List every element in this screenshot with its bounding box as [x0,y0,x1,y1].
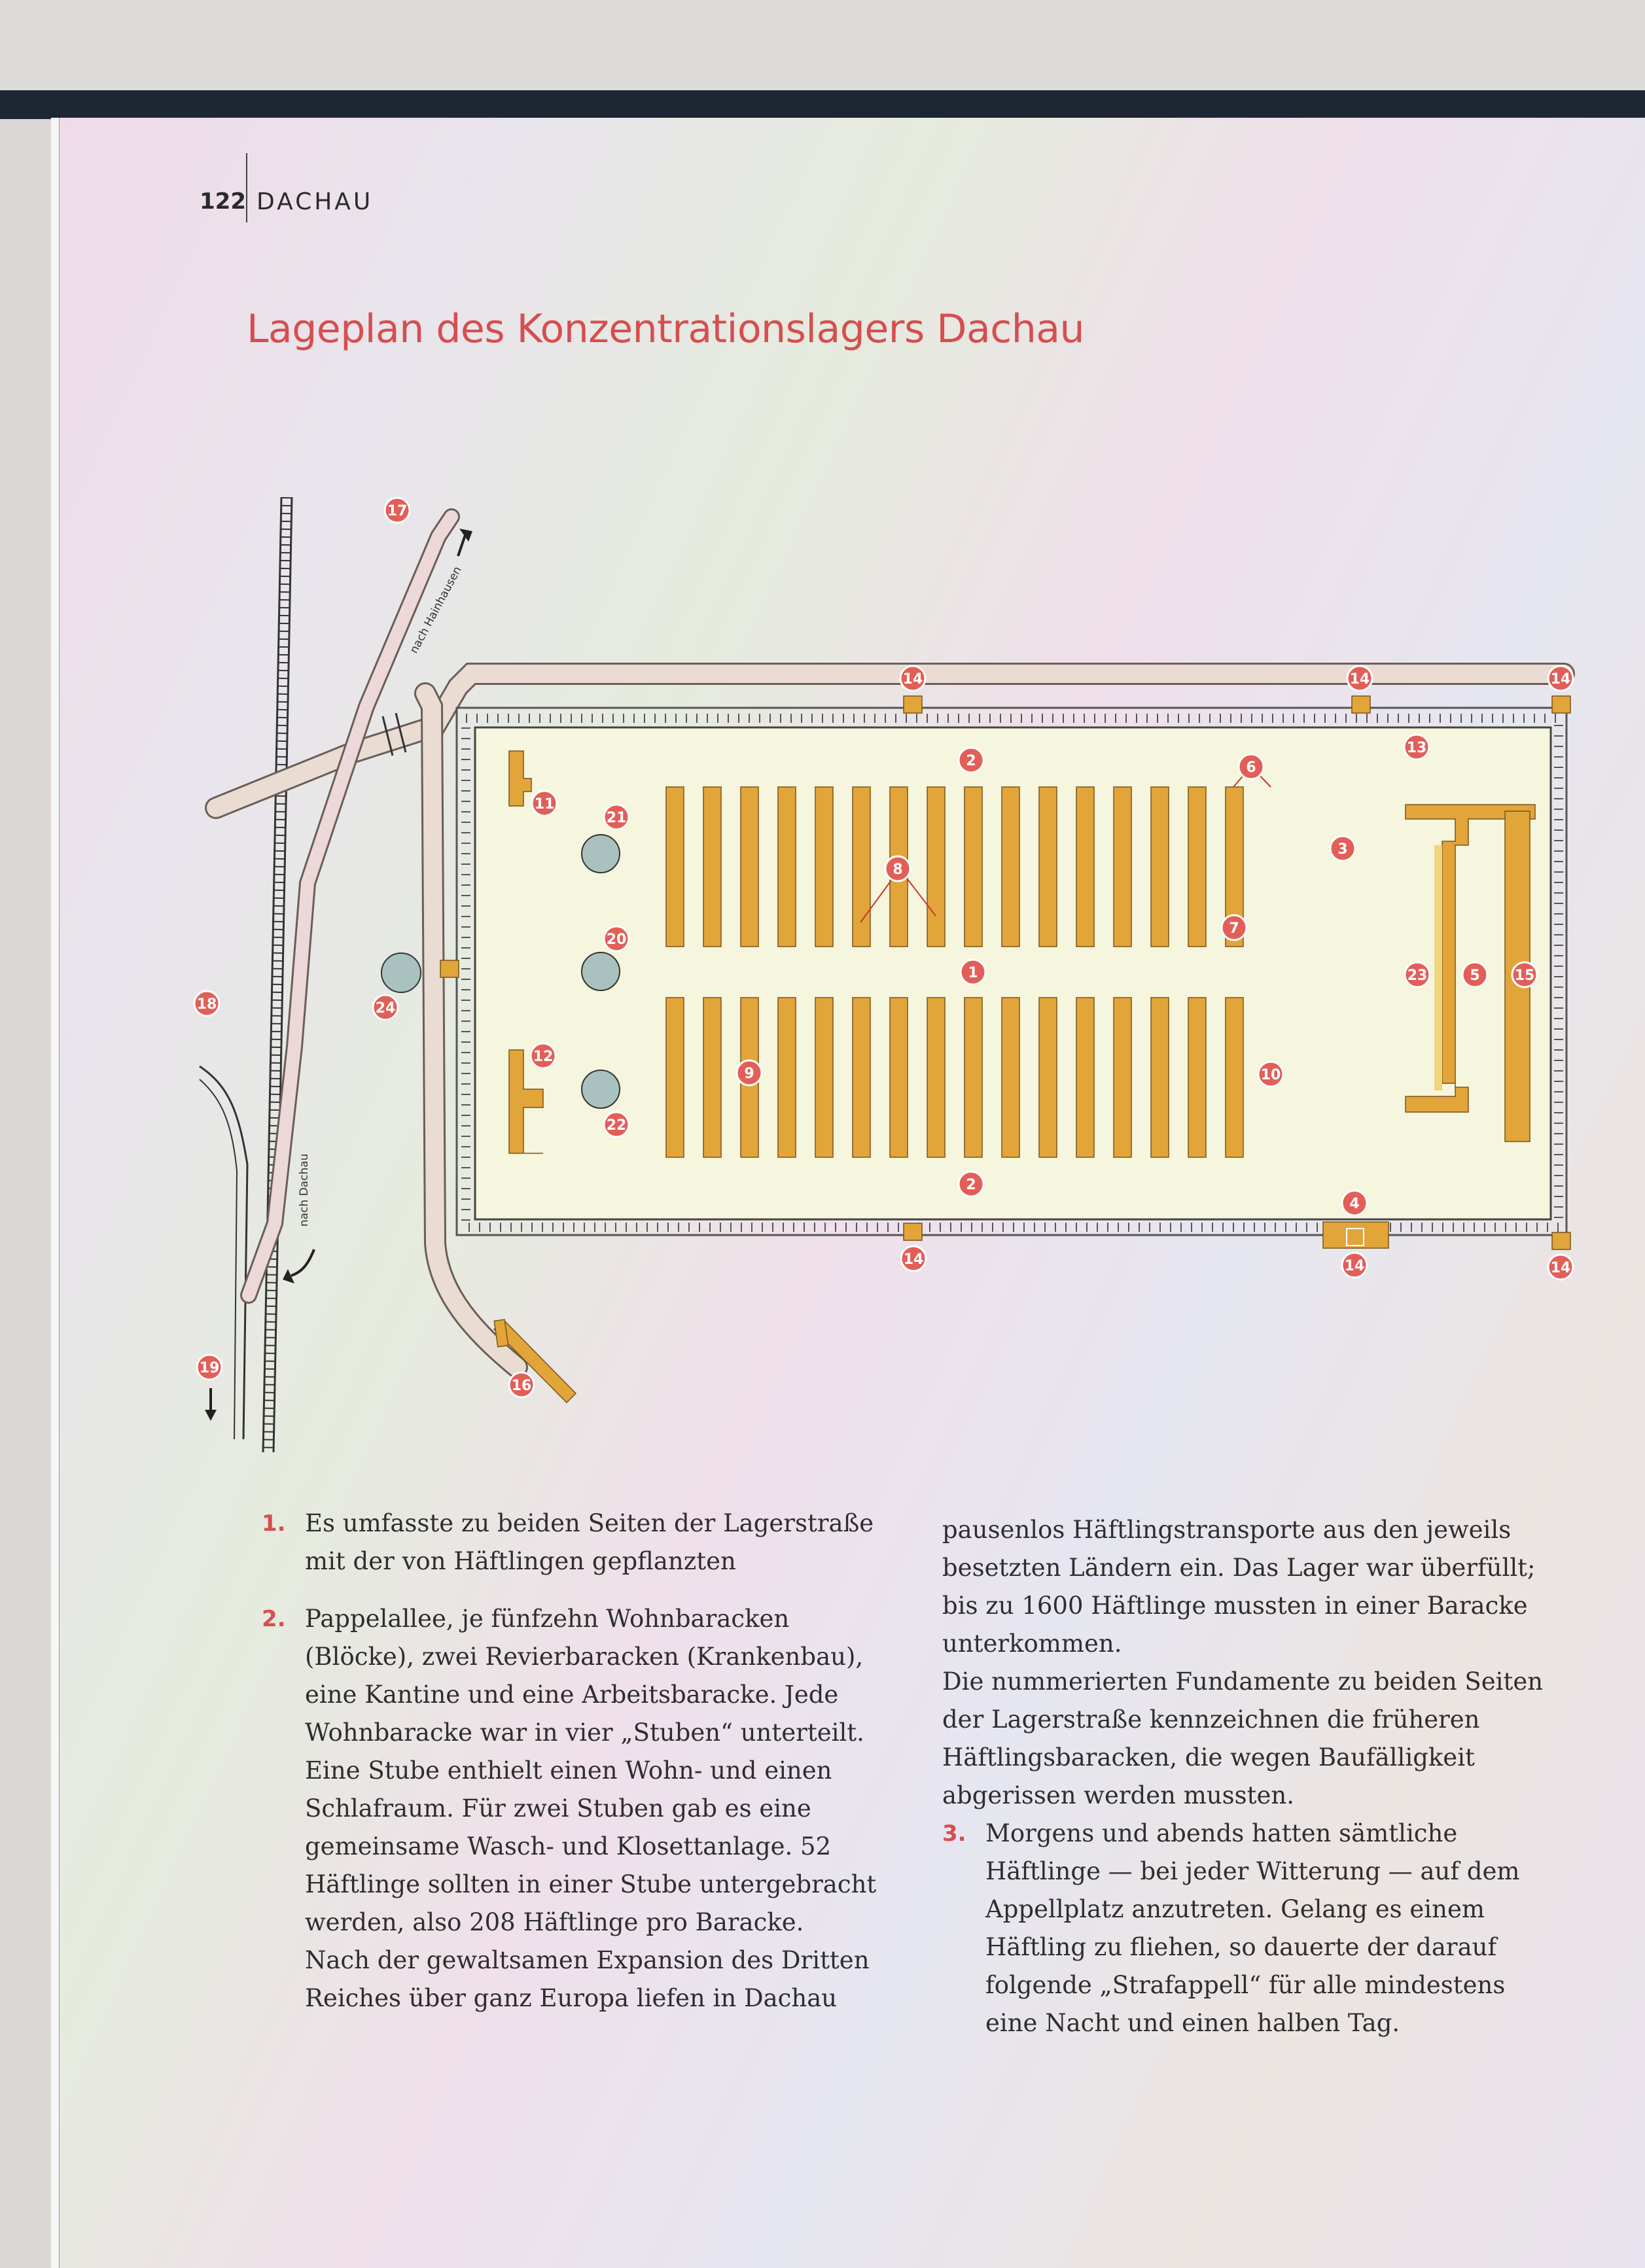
map-marker-9 [737,1060,762,1085]
map-marker-11 [532,791,557,816]
bunker-20 [582,952,620,990]
map-marker-3 [1330,836,1355,861]
text-column-left [262,1505,883,2037]
map-marker-14-e [1342,1253,1367,1278]
map-marker-19 [197,1355,222,1380]
svg-text:9: 9 [744,1066,754,1082]
item-number: 1. [262,1510,286,1537]
svg-text:14: 14 [1349,671,1370,688]
svg-text:4: 4 [1349,1196,1360,1212]
svg-text:10: 10 [1260,1067,1281,1083]
map-marker-14-b [1347,666,1372,691]
south-arrow-icon [205,1388,217,1421]
svg-text:2: 2 [966,1177,976,1193]
map-marker-7 [1222,915,1247,940]
text-column-right [942,1511,1564,2062]
map-marker-2-bottom [959,1172,983,1196]
side-track [200,1066,247,1439]
svg-text:15: 15 [1514,968,1535,984]
item-number: 2. [262,1606,286,1632]
svg-text:22: 22 [606,1117,627,1134]
svg-text:16: 16 [511,1378,532,1394]
list-item-3 [942,1815,1564,2042]
bunker-22 [582,1070,620,1108]
svg-text:8: 8 [893,862,903,878]
map-marker-13 [1404,735,1429,759]
svg-text:14: 14 [1344,1258,1365,1274]
map-marker-14-d [901,1246,926,1271]
north-arrow-icon [458,529,472,556]
svg-text:21: 21 [606,810,627,826]
svg-text:5: 5 [1470,968,1480,984]
map-marker-6 [1239,754,1264,779]
svg-text:14: 14 [903,1251,924,1268]
list-item-2 [262,1600,883,2017]
svg-text:14: 14 [1550,1260,1571,1276]
dachau-arrow-icon [283,1249,314,1283]
page-number: 122 [200,188,246,215]
gate-house [1323,1222,1389,1248]
map-marker-14-a [900,666,925,691]
map-marker-2-top [959,748,983,773]
svg-text:12: 12 [533,1049,554,1065]
map-marker-4 [1342,1191,1367,1215]
svg-text:17: 17 [387,503,408,519]
paragraph-continued: pausenlos Häftlingstransporte aus den jeweils besetzten Ländern ein. Das Lager war überfüllt; bis zu 1600 Häftlinge mussten in einer Baracke unterkommen. [942,1516,1536,1658]
map-marker-10 [1258,1062,1283,1087]
wing-23 [1434,845,1442,1090]
item-text-continued: Nach der gewaltsamen Expansion des Dritten Reiches über ganz Europa liefen in Dachau [305,1946,870,2012]
bunker-21 [582,835,620,873]
svg-text:14: 14 [1550,671,1571,688]
svg-text:11: 11 [534,796,555,812]
map-marker-17 [385,498,410,523]
map-marker-21 [604,805,629,829]
svg-text:23: 23 [1407,968,1428,984]
map-marker-8 [885,856,910,881]
item-text: Morgens und abends hatten sämtliche Häftlinge — bei jeder Witterung — auf dem Appellplatz anzutreten. Gelang es einem Häftling zu fliehen, so dauerte der darauf folgende „Strafappell“ für alle mindestens eine Nacht und einen halben Tag. [985,1819,1520,2037]
paragraph: Die nummerierten Fundamente zu beiden Seiten der Lagerstraße kennzeichnen die früheren Häftlingsbaracken, die wegen Baufälligkeit abgerissen werden mussten. [942,1667,1544,1809]
svg-text:13: 13 [1406,740,1427,756]
list-item-1 [262,1505,883,1580]
item-number: 3. [942,1821,966,1847]
svg-text:19: 19 [199,1360,220,1376]
svg-text:2: 2 [966,753,976,769]
map-marker-22 [604,1112,629,1137]
map-marker-5 [1462,962,1487,987]
bunker-24 [381,953,421,992]
map-marker-23 [1405,962,1430,987]
map-marker-14-c [1548,666,1573,691]
item-text: Es umfasste zu beiden Seiten der Lagerstraße mit der von Häftlingen gepflanzten [305,1509,874,1575]
svg-text:18: 18 [196,996,217,1013]
item-text: Pappelallee, je fünfzehn Wohnbaracken (Blöcke), zwei Revierbaracken (Krankenbau), eine Kantine und eine Arbeitsbaracke. Jede Wohnbaracke war in vier „Stuben“ unterteilt. Eine Stube enthielt einen Wohn- und einen Schlafraum. Für zwei Stuben gab es eine gemeinsame Wasch- und Klosettanlage. 52 Häftlinge sollten in einer Stube untergebracht werden, also 208 Häftlinge pro Baracke. [305,1605,877,1936]
map-marker-16 [509,1372,534,1397]
svg-text:1: 1 [968,965,978,981]
svg-text:24: 24 [375,1000,396,1017]
svg-text:6: 6 [1246,759,1256,776]
svg-text:3: 3 [1337,841,1348,858]
svg-text:20: 20 [606,932,627,948]
svg-text:14: 14 [902,671,923,688]
page-title: Lageplan des Konzentrationslagers Dachau [247,306,1085,352]
map-marker-24 [373,995,398,1020]
map-marker-15 [1512,962,1537,987]
map-marker-20 [604,926,629,951]
side-track-inner [200,1079,237,1439]
svg-text:7: 7 [1229,920,1239,937]
map-marker-14-f [1548,1255,1573,1280]
map-marker-1 [961,960,985,985]
map-marker-18 [194,991,219,1016]
railway-track [263,497,292,1452]
running-head: DACHAU [256,188,374,215]
road-label-dachau: nach Dachau [298,1153,311,1227]
map-marker-12 [531,1043,556,1068]
road-label-hainhausen: nach Hainhausen [407,564,465,656]
